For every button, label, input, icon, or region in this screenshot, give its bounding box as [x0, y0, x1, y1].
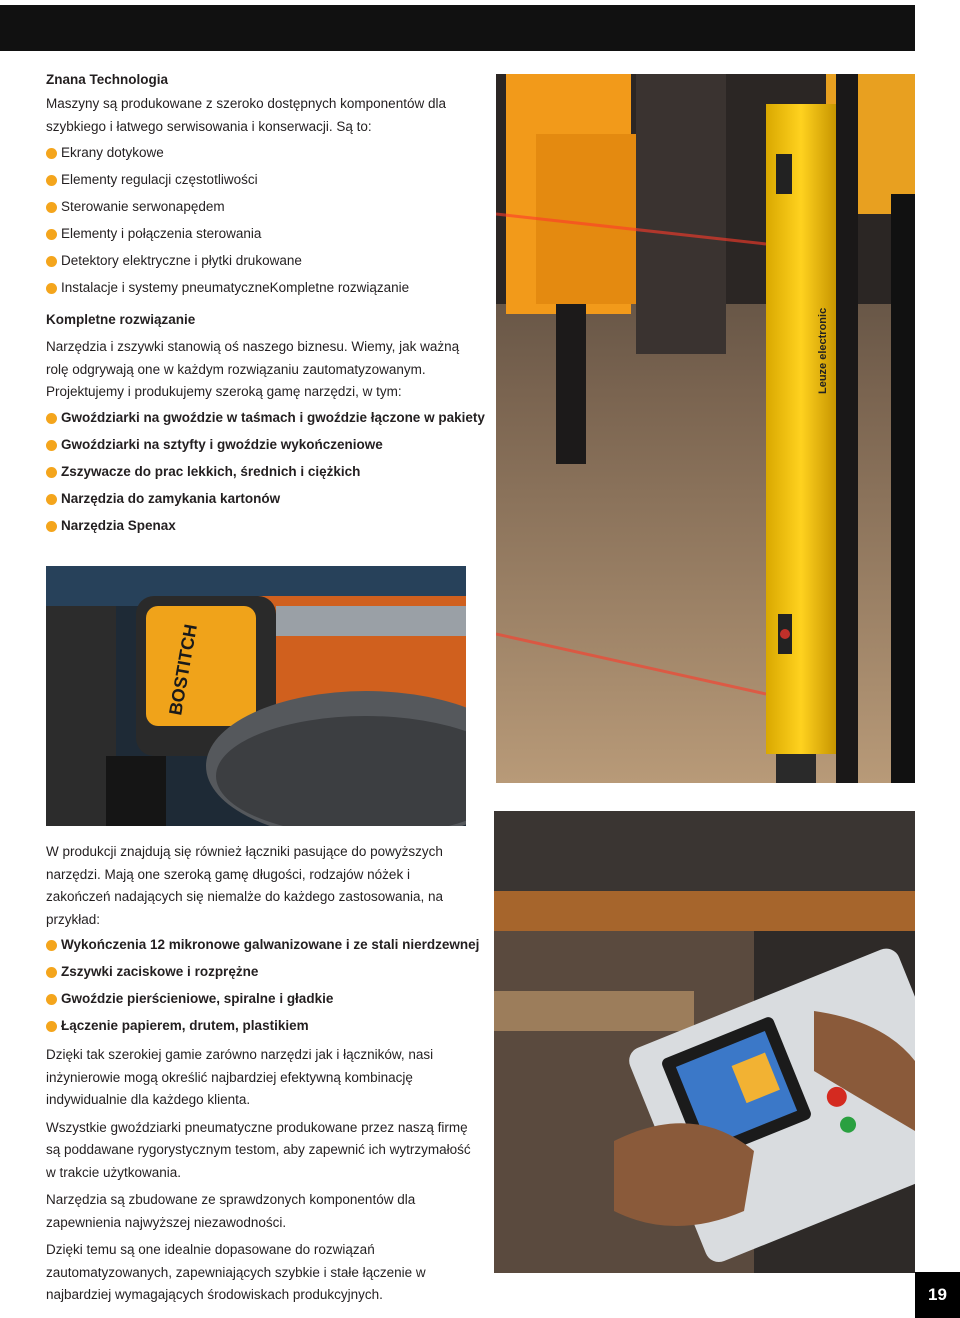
section-fasteners [46, 841, 480, 1307]
paragraph: Dzięki temu są one idealnie dopasowane do rozwiązań zautomatyzowanych, zapewniających szybkie i stałe łączenie w najbardziej wymagających środowiskach produkcyjnych. [46, 1242, 426, 1302]
paragraph-intro: W produkcji znajdują się również łączniki pasujące do powyższych narzędzi. Mają one szeroką gamę długości, rodzajów nóżek i zakończeń nadających się niemalże do każdego zastosowania, na przykład: [46, 844, 443, 927]
list-item: Zszywki zaciskowe i rozprężne [46, 959, 476, 986]
list-item: Sterowanie serwonapędem [46, 194, 476, 221]
page-number: 19 [915, 1272, 960, 1318]
bullet-dot-icon [46, 148, 57, 159]
bullet-dot-icon [46, 521, 57, 532]
bullet-dot-icon [46, 283, 57, 294]
heading-known-technology: Znana Technologia [46, 72, 169, 87]
list-item: Narzędzia Spenax [46, 513, 476, 540]
paragraph-intro: Projektujemy i produkujemy szeroką gamę narzędzi, w tym: [46, 384, 402, 399]
paragraph: Narzędzia są zbudowane ze sprawdzonych komponentów dla zapewnienia najwyższej niezawodności. [46, 1192, 416, 1230]
list-item: Narzędzia do zamykania kartonów [46, 486, 476, 513]
bullet-dot-icon [46, 413, 57, 424]
list-item: Gwoździe pierścieniowe, spiralne i gładkie [46, 986, 476, 1013]
bullet-dot-icon [46, 175, 57, 186]
bullet-dot-icon [46, 967, 57, 978]
bullet-dot-icon [46, 1021, 57, 1032]
bullet-dot-icon [46, 202, 57, 213]
list-item: Gwoździarki na sztyfty i gwoździe wykończeniowe [46, 432, 476, 459]
bullet-dot-icon [46, 494, 57, 505]
list-item: Ekrany dotykowe [46, 140, 476, 167]
list-item: Elementy i połączenia sterowania [46, 221, 476, 248]
list-item: Elementy regulacji częstotliwości [46, 167, 476, 194]
section-complete-solution [46, 309, 485, 540]
list-item: Detektory elektryczne i płytki drukowane [46, 248, 476, 275]
bullet-dot-icon [46, 940, 57, 951]
heading-complete-solution: Kompletne rozwiązanie [46, 312, 196, 327]
light-curtain-illustration [496, 74, 915, 783]
section-known-technology [46, 69, 476, 302]
paragraph-intro: Maszyny są produkowane z szeroko dostępnych komponentów dla szybkiego i łatwego serwisowania i konserwacji. Są to: [46, 96, 446, 134]
list-item: Instalacje i systemy pneumatyczneKompletne rozwiązanie [46, 275, 476, 302]
bullet-dot-icon [46, 229, 57, 240]
bullet-dot-icon [46, 467, 57, 478]
paragraph: Dzięki tak szerokiej gamie zarówno narzędzi jak i łączników, nasi inżynierowie mogą określić najbardziej efektywną kombinację indywidualnie dla każdego klienta. [46, 1047, 434, 1107]
list-item: Gwoździarki na gwoździe w taśmach i gwoździe łączone w pakiety [46, 405, 476, 432]
photo-touch-panel [494, 811, 915, 1273]
photo-light-curtain [496, 74, 915, 783]
paragraph-intro: Narzędzia i zszywki stanowią oś naszego biznesu. Wiemy, jak ważną rolę odgrywają one w każdym rozwiązaniu zautomatyzowanym. [46, 339, 460, 377]
list-item: Wykończenia 12 mikronowe galwanizowane i ze stali nierdzewnej [46, 932, 476, 959]
photo-nailer [46, 566, 466, 826]
bullet-dot-icon [46, 994, 57, 1005]
bullet-dot-icon [46, 440, 57, 451]
header-bar [0, 5, 915, 51]
bullet-dot-icon [46, 256, 57, 267]
list-item: Łączenie papierem, drutem, plastikiem [46, 1013, 476, 1040]
sensor-brand-label: Leuze electronic [817, 307, 829, 394]
nailer-illustration [46, 566, 466, 826]
list-item: Zszywacze do prac lekkich, średnich i ciężkich [46, 459, 476, 486]
nailer-brand-label: BOSTITCH [165, 622, 201, 717]
paragraph: Wszystkie gwoździarki pneumatyczne produkowane przez naszą firmę są poddawane rygorystycznym testom, aby zapewnić ich wytrzymałość w trakcie użytkowania. [46, 1119, 471, 1180]
touch-panel-illustration [494, 811, 915, 1273]
